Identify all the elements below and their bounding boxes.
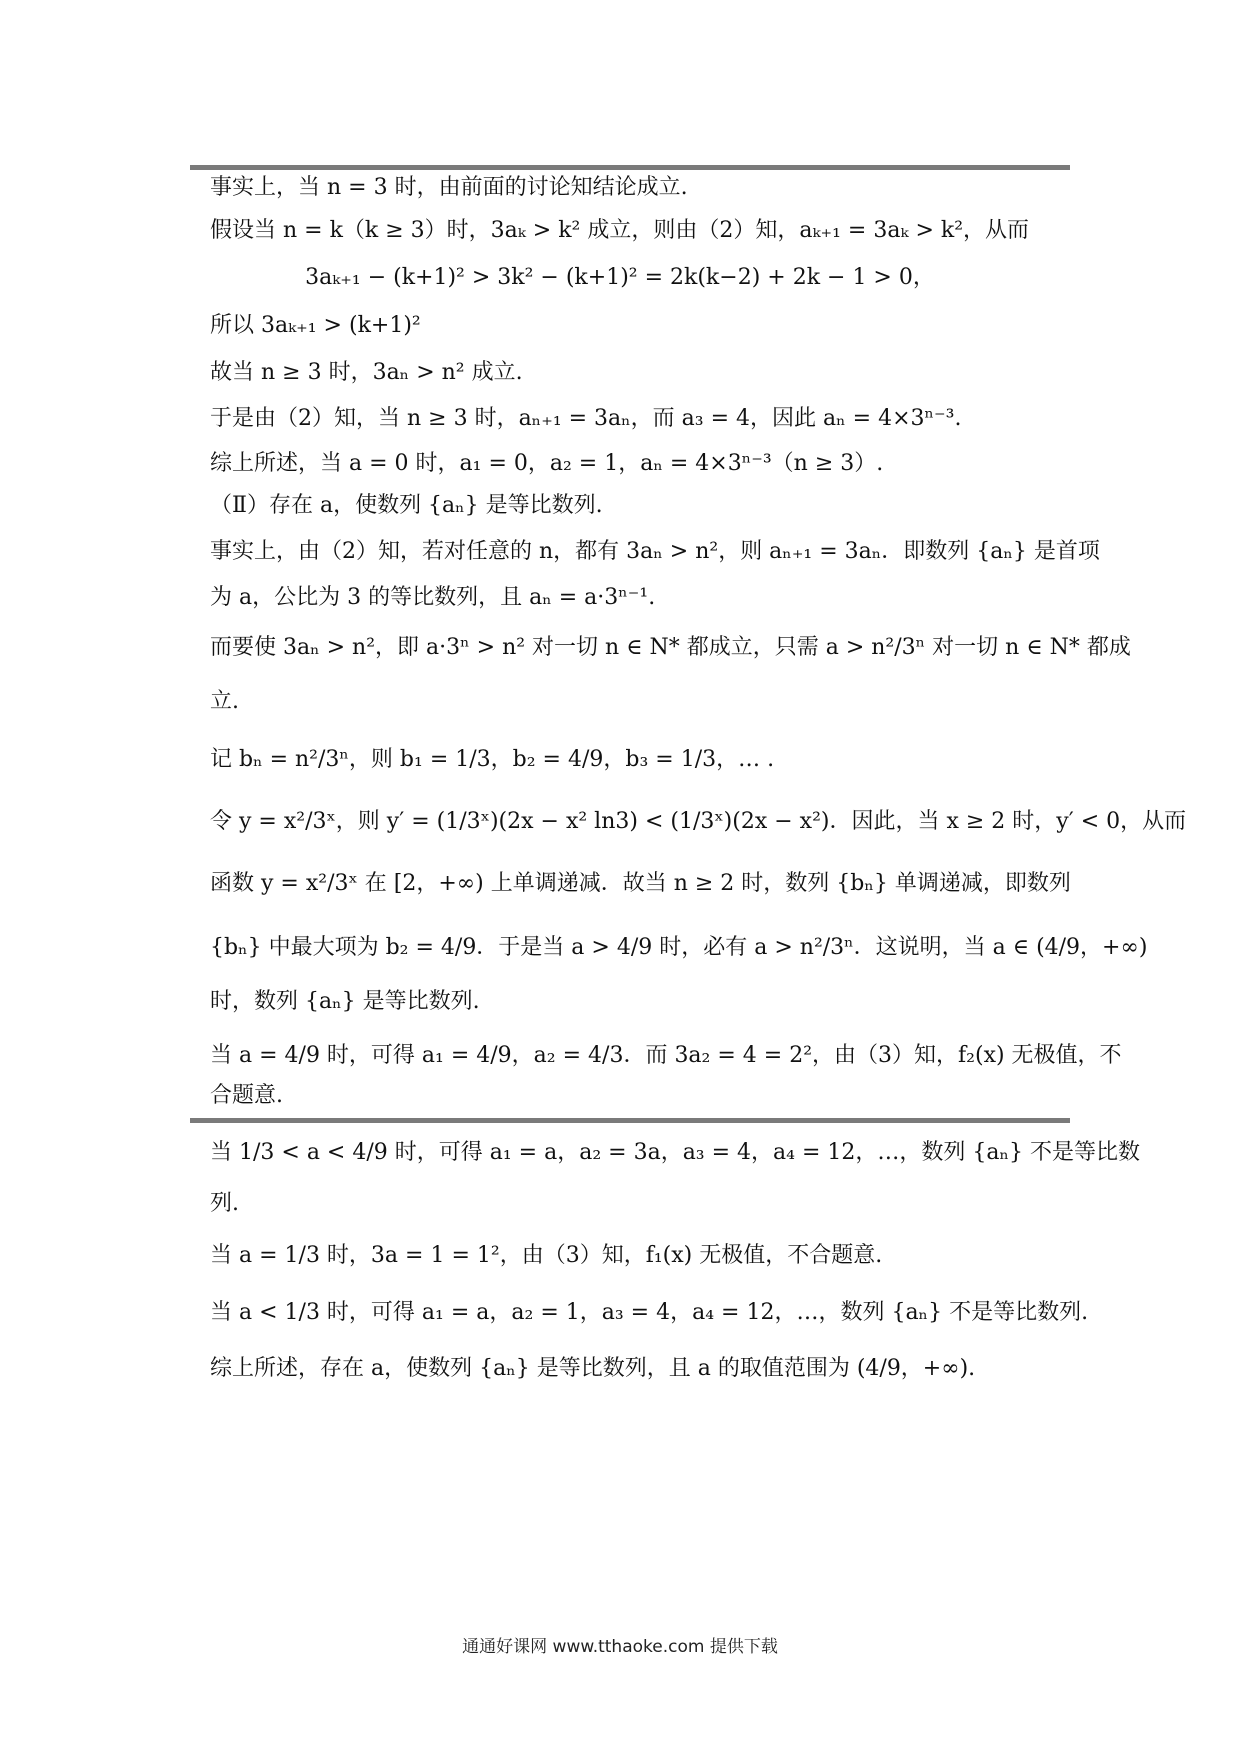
- text-line: 事实上，当 n = 3 时，由前面的讨论知结论成立.: [210, 175, 688, 200]
- text-line: 当 a = 1/3 时，3a = 1 = 1²，由（3）知，f₁(x) 无极值，不合题意.: [210, 1243, 883, 1268]
- text-line: 为 a，公比为 3 的等比数列，且 aₙ = a·3ⁿ⁻¹.: [210, 585, 656, 610]
- section-heading: （Ⅱ）存在 a，使数列 {aₙ} 是等比数列.: [210, 493, 603, 518]
- middle-rule: [190, 1118, 1070, 1123]
- text-line: 立.: [210, 689, 239, 714]
- text-line: 事实上，由（2）知，若对任意的 n，都有 3aₙ > n²，则 aₙ₊₁ = 3aₙ．即数列 {aₙ} 是首项: [210, 539, 1100, 564]
- text-line: 于是由（2）知，当 n ≥ 3 时，aₙ₊₁ = 3aₙ，而 a₃ = 4，因此 aₙ = 4×3ⁿ⁻³.: [210, 406, 962, 431]
- footer-credit: 通通好课网 www.tthaoke.com 提供下载: [462, 1637, 778, 1657]
- text-line: 列.: [210, 1191, 239, 1216]
- text-line: 当 a < 1/3 时，可得 a₁ = a，a₂ = 1，a₃ = 4，a₄ = 12，…，数列 {aₙ} 不是等比数列.: [210, 1300, 1089, 1325]
- text-line: 记 bₙ = n²/3ⁿ，则 b₁ = 1/3，b₂ = 4/9，b₃ = 1/3，… .: [210, 747, 775, 772]
- text-line: 函数 y = x²/3ˣ 在 [2，+∞) 上单调递减．故当 n ≥ 2 时，数列 {bₙ} 单调递减，即数列: [210, 871, 1071, 896]
- text-line: 当 a = 4/9 时，可得 a₁ = 4/9，a₂ = 4/3．而 3a₂ = 4 = 2²，由（3）知，f₂(x) 无极值，不: [210, 1043, 1122, 1068]
- text-line: 当 1/3 < a < 4/9 时，可得 a₁ = a，a₂ = 3a，a₃ = 4，a₄ = 12，…，数列 {aₙ} 不是等比数: [210, 1140, 1141, 1165]
- text-line: 假设当 n = k（k ≥ 3）时，3aₖ > k² 成立，则由（2）知，aₖ₊₁ = 3aₖ > k²，从而: [210, 218, 1030, 243]
- text-line: 故当 n ≥ 3 时，3aₙ > n² 成立.: [210, 360, 523, 385]
- text-line: {bₙ} 中最大项为 b₂ = 4/9．于是当 a > 4/9 时，必有 a > n²/3ⁿ．这说明，当 a ∈ (4/9，+∞): [210, 935, 1148, 960]
- text-line: 综上所述，存在 a，使数列 {aₙ} 是等比数列，且 a 的取值范围为 (4/9，+∞).: [210, 1356, 976, 1381]
- formula-line: 3aₖ₊₁ − (k+1)² > 3k² − (k+1)² = 2k(k−2) + 2k − 1 > 0，: [305, 265, 935, 290]
- top-rule: [190, 165, 1070, 170]
- text-line: 合题意.: [210, 1083, 283, 1108]
- text-line: 时，数列 {aₙ} 是等比数列.: [210, 989, 480, 1014]
- text-line: 令 y = x²/3ˣ，则 y′ = (1/3ˣ)(2x − x² ln3) < (1/3ˣ)(2x − x²)．因此，当 x ≥ 2 时，y′ < 0，从而: [210, 809, 1187, 834]
- text-line: 综上所述，当 a = 0 时，a₁ = 0，a₂ = 1，aₙ = 4×3ⁿ⁻³（n ≥ 3）.: [210, 451, 884, 476]
- text-line: 而要使 3aₙ > n²，即 a·3ⁿ > n² 对一切 n ∈ N* 都成立，只需 a > n²/3ⁿ 对一切 n ∈ N* 都成: [210, 635, 1131, 660]
- text-line: 所以 3aₖ₊₁ > (k+1)²: [210, 313, 421, 338]
